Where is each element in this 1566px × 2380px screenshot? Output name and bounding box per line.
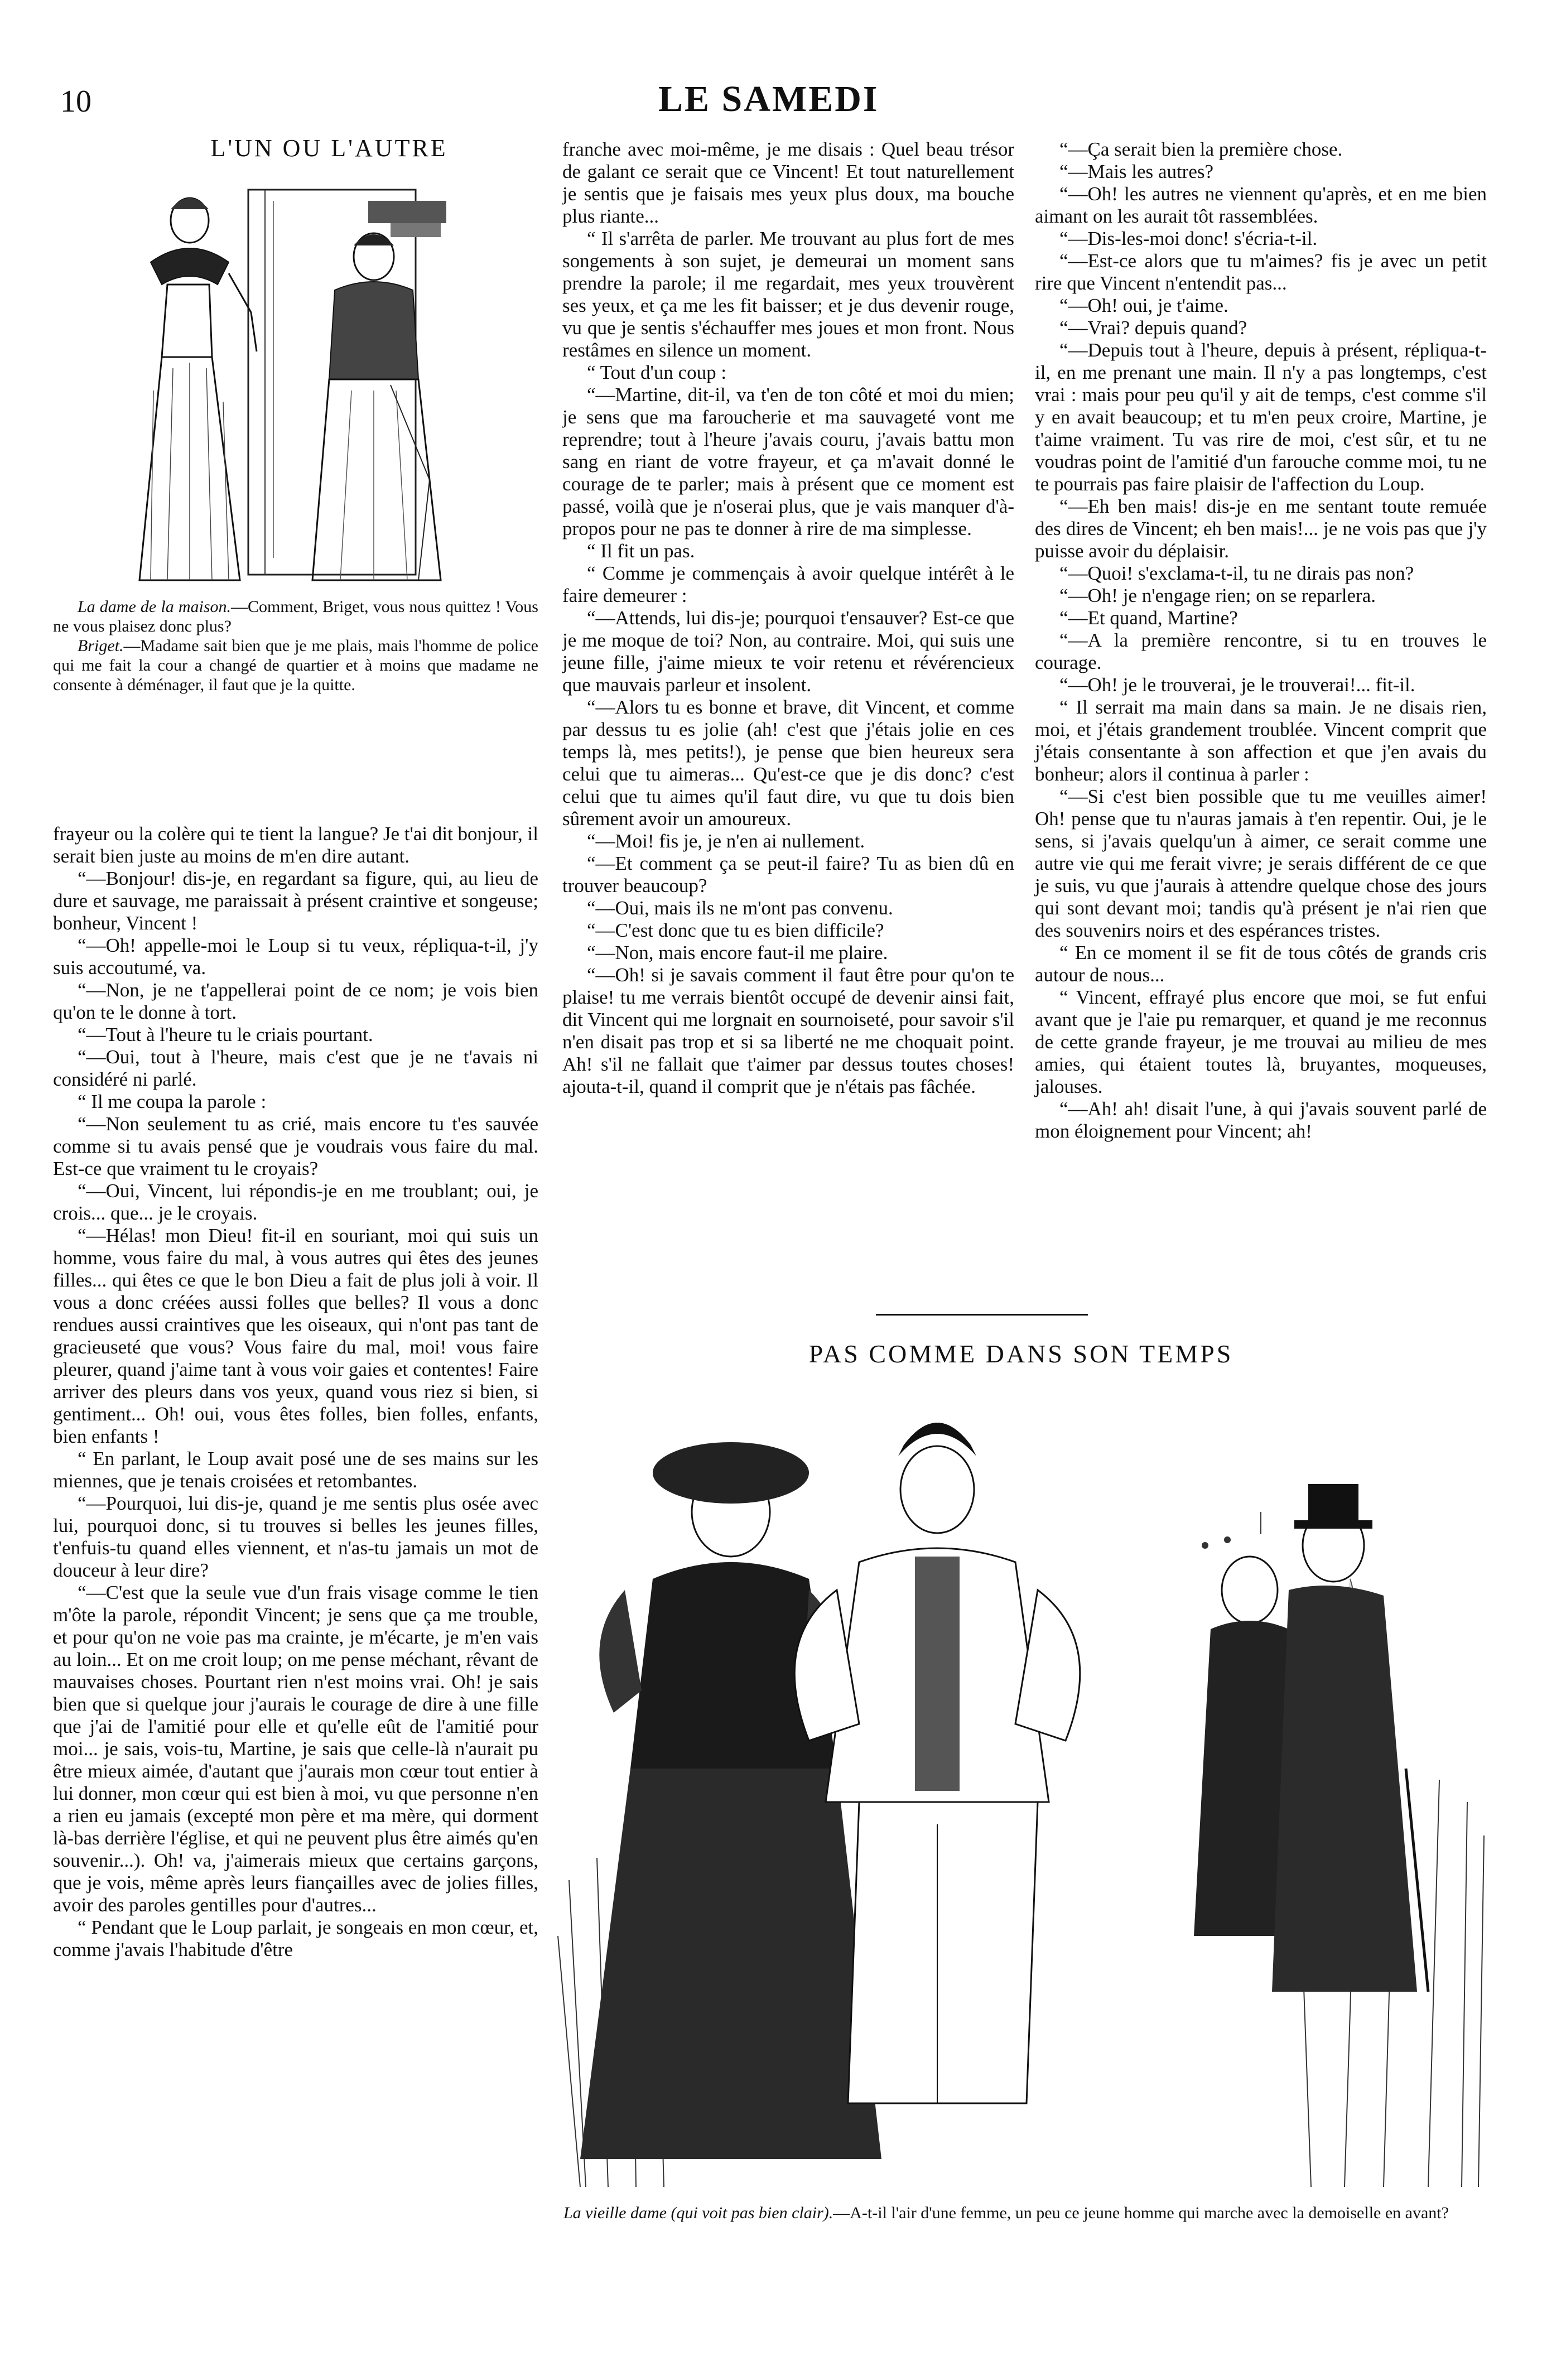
paragraph: “ Il me coupa la parole : [78, 1091, 267, 1112]
paragraph: “—Non seulement tu as crié, mais encore tu t'es sauvée comme si tu avais pensé que je voudrais vous faire du mal. Est-ce que vraiment tu le croyais? [53, 1113, 538, 1179]
paragraph: “—Non, mais encore faut-il me plaire. [587, 942, 888, 963]
paragraph: “—Moi! fis je, je n'en ai nullement. [587, 830, 865, 852]
illustration-caption [53, 597, 538, 695]
paragraph: “—Oh! si je savais comment il faut être pour qu'on te plaise! tu me verrais bientôt occupé de devenir ainsi fait, dit Vincent qui me lorgnait en sournoiseté, pour savoir s'il n'en disait pas trop et si sa liberté ne me choquait point. Ah! s'il ne fallait que t'aimer par dessus toutes choses! ajouta-t-il, quand il comprit que je n'étais pas fâchée. [562, 964, 1014, 1097]
page-number: 10 [60, 84, 91, 119]
text-column-2 [562, 138, 1014, 1098]
caption-speaker: La dame de la maison. [78, 598, 231, 616]
paragraph: “ Vincent, effrayé plus encore que moi, se fut enfui avant que je l'aie pu remarquer, et quand je me reconnus de cette grande frayeur, je me trouvai au milieu de mes amies, qui étaient toutes là, bruyantes, moqueuses, jalouses. [1035, 986, 1487, 1097]
illustration-title: L'UN OU L'AUTRE [210, 134, 448, 162]
paragraph: “—Martine, dit-il, va t'en de ton côté et moi du mien; je sens que ma faroucherie et ma sauvageté vont me reprendre; tout à l'heure j'avais couru, j'avais battu mon sang en riant de votre frayeur, et ça m'avait donné le courage de te parler; mais à présent que ce moment est passé, voilà que je n'oserai plus, que je vais manquer d'à-propos pour ne pas te donner à rire de ma simplesse. [562, 384, 1014, 539]
paragraph: “—Oh! oui, je t'aime. [1059, 295, 1228, 316]
newspaper-title: LE SAMEDI [658, 79, 879, 119]
paragraph: “—Oui, tout à l'heure, mais c'est que je ne t'avais ni considéré ni parlé. [53, 1046, 538, 1090]
paragraph: “ Pendant que le Loup parlait, je songeais en mon cœur, et, comme j'avais l'habitude d'être [53, 1916, 538, 1960]
paragraph: “—Et comment ça se peut-il faire? Tu as bien dû en trouver beaucoup? [562, 852, 1014, 897]
paragraph: “ Il serrait ma main dans sa main. Je ne disais rien, moi, et j'étais grandement troublée. Vincent comprit que j'étais consentante à son affection et que j'en avais du bonheur; alors il continua à parler : [1035, 696, 1487, 785]
paragraph: “ Tout d'un coup : [587, 362, 727, 383]
illustration-caption [563, 2204, 1490, 2223]
paragraph: “—Dis-les-moi donc! s'écria-t-il. [1059, 228, 1318, 249]
illustration-title: PAS COMME DANS SON TEMPS [808, 1340, 1233, 1368]
paragraph: “ En ce moment il se fit de tous côtés de grands cris autour de nous... [1035, 942, 1487, 986]
paragraph: “—Alors tu es bonne et brave, dit Vincent, et comme par dessus tu es jolie (ah! c'est que j'étais jolie en ces temps là, mes petits!), je pense que bien heureux sera celui que tu aimeras... Qu'est-ce que je dis donc? c'est celui que tu aimes qu'il faut dire, vu que tu dois bien sûrement avoir un amoureux. [562, 696, 1014, 830]
illustration-two-women [128, 167, 508, 586]
paragraph: “—Ah! ah! disait l'une, à qui j'avais souvent parlé de mon éloignement pour Vincent; ah! [1035, 1098, 1487, 1142]
paragraph: “—Ça serait bien la première chose. [1059, 138, 1343, 160]
paragraph: “—C'est que la seule vue d'un frais visage comme le tien m'ôte la parole, répondit Vincent; je sens que ça me trouble, et pour qu'on ne voie pas ma crainte, je m'écarte, je m'en vais au loin... Et on me croit loup; on me pense méchant, rêvant de mauvaises choses. Pourtant rien n'est moins vrai. Oh! je sais bien que si quelque jour j'aurais le courage de dire à une fille que j'ai de l'amitié pour elle et qu'elle eût de l'amitié pour moi... je sais, vois-tu, Martine, je sais que celle-là n'aurait pu être mieux aimée, d'autant que j'aurais mon cœur tout entier à lui donner, mon cœur qui est bien à moi, vu que personne n'en a rien eu jamais (excepté mon père et ma mère, qui dorment là-bas derrière l'église, et qui ne peuvent plus être aimés qu'en souvenir...). Oh! va, j'aimerais mieux que certains garçons, que je vois, même après leurs fiançailles avec de jolies filles, avoir des paroles gentilles pour d'autres... [53, 1582, 538, 1916]
paragraph: franche avec moi-même, je me disais : Quel beau trésor de galant ce serait que ce Vincent! Et tout naturellement je sentis que je faisais mes yeux plus doux, ma bouche plus riante... [562, 138, 1014, 227]
paragraph: “—Attends, lui dis-je; pourquoi t'ensauver? Est-ce que je me moque de toi? Non, au contraire. Moi, qui suis une jeune fille, j'aime mieux te voir retenu et révérencieux que mauvais parleur et insolent. [562, 607, 1014, 696]
divider [876, 1314, 1088, 1316]
caption-text: —A-t-il l'air d'une femme, un peu ce jeune homme qui marche avec la demoiselle en avant? [833, 2204, 1449, 2222]
caption-text: —Comment, Briget, vous nous quittez ! Vous ne vous plaisez donc plus? [53, 598, 538, 635]
paragraph: “—Hélas! mon Dieu! fit-il en souriant, moi qui suis un homme, vous faire du mal, à vous autres qui êtes des jeunes filles... qui êtes ce que le bon Dieu a fait de plus joli à voir. Il vous a donc créées aussi folles que belles? Il vous a donc rendues aussi craintives que les oiseaux, qui n'ont pas tant de gracieuseté que vous? Vous faire du mal, moi! vous faire pleurer, quand j'aime tant à vous voir gaies et contentes! Faire arriver des pleurs dans vos yeux, quand vous riez si bien, si gentiment... Oh! oui, vous êtes folles, bien folles, enfants, bien enfants ! [53, 1225, 538, 1447]
caption-text: —Madame sait bien que je me plais, mais l'homme de police qui me fait la cour a changé de quartier et à moins que madame ne consente à déménager, il faut que je la quitte. [53, 637, 538, 694]
paragraph: “—Tout à l'heure tu le criais pourtant. [78, 1024, 373, 1046]
paragraph: “—Oui, Vincent, lui répondis-je en me troublant; oui, je crois... que... je le croyais. [53, 1180, 538, 1224]
illustration-field-scene [547, 1378, 1495, 2193]
paragraph: “—Si c'est bien possible que tu me veuilles aimer! Oh! pense que tu n'auras jamais à t'en repentir. Oui, je le sens, si j'avais quelqu'un à aimer, ce serait comme une autre vie qui me ferait vivre; je serais différent de ce que je suis, vu que j'aurais à attendre quelque chose des jours qui sont devant moi; tandis qu'à présent je n'ai rien que des souvenirs noirs et des espérances tristes. [1035, 786, 1487, 941]
paragraph: “—Oui, mais ils ne m'ont pas convenu. [587, 897, 893, 919]
paragraph: “—Et quand, Martine? [1059, 607, 1238, 629]
paragraph: “—A la première rencontre, si tu en trouves le courage. [1035, 629, 1487, 673]
paragraph: “—Oh! je le trouverai, je le trouverai!... fit-il. [1059, 674, 1415, 696]
paragraph: “—Non, je ne t'appellerai point de ce nom; je vois bien qu'on te le donne à tort. [53, 979, 538, 1023]
paragraph: “—C'est donc que tu es bien difficile? [587, 919, 884, 941]
paragraph: “—Oh! les autres ne viennent qu'après, et en me bien aimant on les aurait tôt rassemblées. [1035, 183, 1487, 227]
paragraph: “ Il s'arrêta de parler. Me trouvant au plus fort de mes songements à son sujet, je demeurai un moment sans prendre la parole; il me regardait, mes yeux trouvèrent ses yeux, et ça me les fit baisser; et je dus devenir rouge, vu que je sentis s'échauffer mes joues et mon front. Nous restâmes en silence un moment. [562, 228, 1014, 361]
paragraph: “—Pourquoi, lui dis-je, quand je me sentis plus osée avec lui, pourquoi donc, si tu trouves si belles les jeunes filles, t'enfuis-tu quand elles viennent, et n'as-tu jamais un mot de douceur à leur dire? [53, 1492, 538, 1581]
paragraph: “ Comme je commençais à avoir quelque intérêt à le faire demeurer : [562, 562, 1014, 606]
paragraph: “—Est-ce alors que tu m'aimes? fis je avec un petit rire que Vincent n'entendit pas... [1035, 250, 1487, 294]
paragraph: “—Mais les autres? [1059, 161, 1214, 182]
paragraph: “—Depuis tout à l'heure, depuis à présent, répliqua-t-il, en me prenant une main. Il n'y a pas longtemps, c'est vrai : mais pour peu qu'il y ait de temps, c'est comme s'il y en avait beaucoup; et tu m'en peux croire, Martine, je t'aime vraiment. Tu vas rire de moi, c'est sûr, et tu ne voudras point de l'amitié d'un farouche comme moi, tu ne te pourrais pas faire plaisir de l'affection du Loup. [1035, 339, 1487, 495]
paragraph: “—Vrai? depuis quand? [1059, 317, 1247, 339]
paragraph: “ En parlant, le Loup avait posé une de ses mains sur les miennes, que je tenais croisées et retombantes. [53, 1448, 538, 1492]
text-column-3 [1035, 138, 1487, 1143]
paragraph: “—Quoi! s'exclama-t-il, tu ne dirais pas non? [1059, 562, 1414, 584]
paragraph: “ Il fit un pas. [587, 540, 695, 562]
paragraph: “—Oh! appelle-moi le Loup si tu veux, répliqua-t-il, j'y suis accoutumé, va. [53, 934, 538, 979]
caption-speaker: La vieille dame (qui voit pas bien clair). [563, 2204, 833, 2222]
caption-speaker: Briget. [78, 637, 124, 655]
paragraph: frayeur ou la colère qui te tient la langue? Je t'ai dit bonjour, il serait bien juste au moins de m'en dire autant. [53, 823, 538, 867]
paragraph: “—Bonjour! dis-je, en regardant sa figure, qui, au lieu de dure et sauvage, me paraissait à présent craintive et songeuse; bonheur, Vincent ! [53, 868, 538, 934]
paragraph: “—Eh ben mais! dis-je en me sentant toute remuée des dires de Vincent; eh ben mais!... je ne vois pas que j'y puisse avoir du déplaisir. [1035, 495, 1487, 562]
text-column-1 [53, 823, 538, 1961]
paragraph: “—Oh! je n'engage rien; on se reparlera. [1059, 585, 1376, 606]
